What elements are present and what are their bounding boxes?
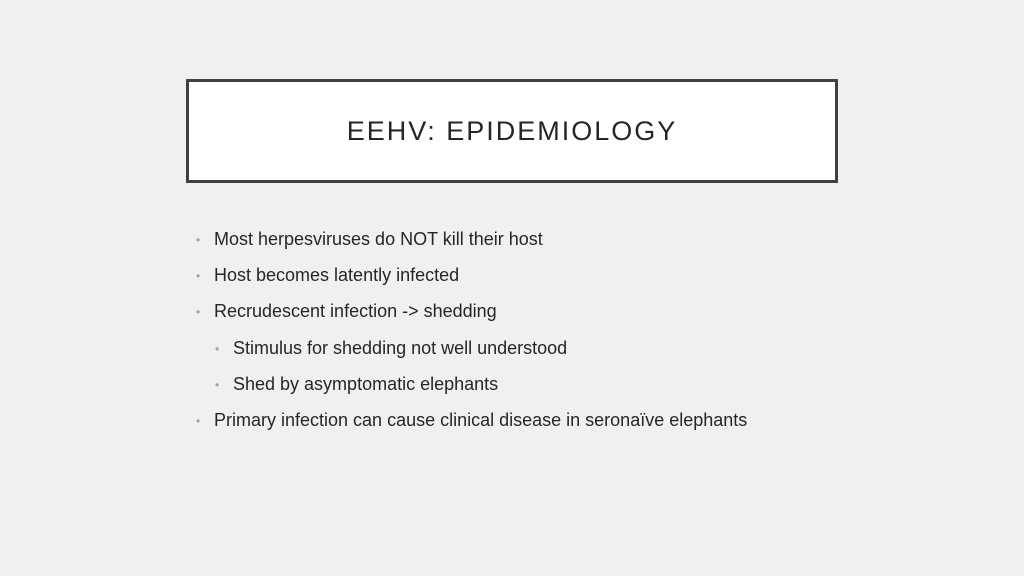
- bullet-icon: •: [196, 233, 201, 247]
- bullet-item: • Recrudescent infection -> shedding: [196, 301, 497, 321]
- bullet-item: • Host becomes latently infected: [196, 265, 460, 285]
- bullet-icon: •: [196, 269, 201, 283]
- title-box: [186, 79, 838, 183]
- slide-title: EEHV: EPIDEMIOLOGY: [346, 115, 678, 146]
- sub-bullet-item: • Stimulus for shedding not well understood: [215, 338, 568, 358]
- sub-bullet-item: • Shed by asymptomatic elephants: [215, 374, 499, 394]
- bullet-icon: •: [196, 414, 201, 428]
- bullet-icon: •: [196, 305, 201, 319]
- bullet-item: • Primary infection can cause clinical disease in seronaïve elephants: [196, 410, 748, 430]
- bullet-item: • Most herpesviruses do NOT kill their host: [196, 229, 543, 249]
- bullet-icon: •: [215, 342, 220, 356]
- bullet-icon: •: [215, 378, 220, 392]
